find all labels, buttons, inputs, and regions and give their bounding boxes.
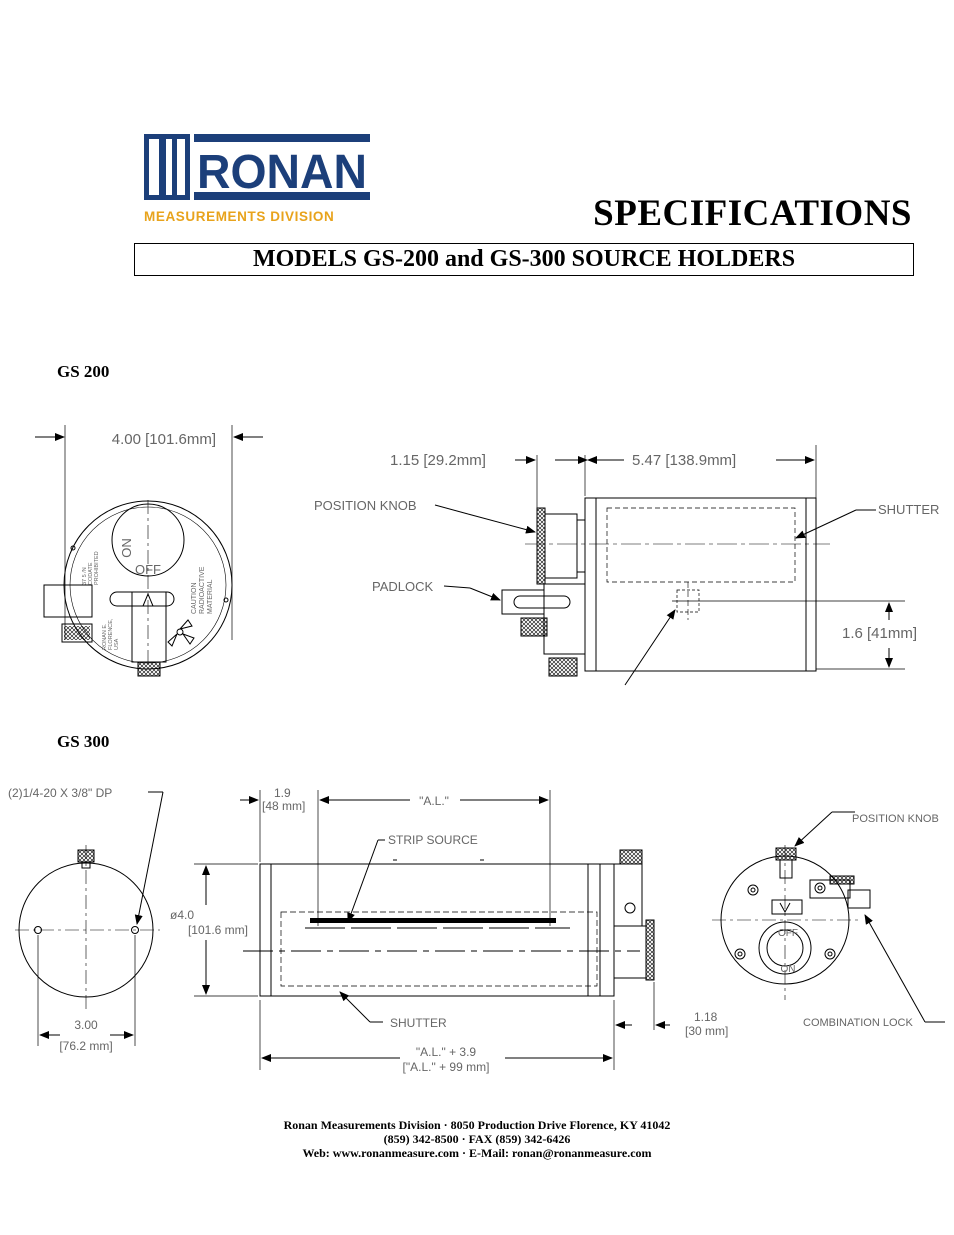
plate-line-1: RONAN E. xyxy=(102,623,108,650)
gs300-tap-note: (2)1/4-20 X 3/8" DP xyxy=(8,786,113,800)
footer-phone: (859) 342-8500 · FAX (859) 342-6426 xyxy=(383,1132,571,1146)
gs300-knob-dimension-mm: [48 mm] xyxy=(262,799,306,813)
gs200-front-view xyxy=(35,425,263,676)
gs300-right-dimension: 1.18 xyxy=(694,1010,718,1024)
footer-address: Ronan Measurements Division · 8050 Production Drive Florence, KY 41042 xyxy=(283,1118,671,1132)
gs200-front-labels xyxy=(82,431,216,650)
gs200-side-labels xyxy=(314,452,939,642)
tag-line-3: PROHIBITED xyxy=(94,551,100,585)
logo-wordmark: RONAN xyxy=(197,146,367,199)
gs300-knob-end-view xyxy=(712,812,945,1022)
gs300-bolt-dimension-mm: [76.2 mm] xyxy=(59,1039,113,1053)
gs300-al-label: "A.L." xyxy=(419,794,449,808)
gs300-diameter-dimension-mm: [101.6 mm] xyxy=(187,923,248,937)
gs200-on-text: ON xyxy=(119,538,134,558)
gs300-knob-end-labels xyxy=(778,813,939,1029)
gs300-diameter-dimension: ø4.0 xyxy=(169,908,194,922)
gs300-position-knob-label: POSITION KNOB xyxy=(852,813,939,825)
gs200-height-dimension: 1.6 [41mm] xyxy=(842,625,918,642)
gs300-end-view xyxy=(15,792,163,1046)
plate-line-2: FLORENCE, xyxy=(108,618,114,650)
gs200-off-text: OFF xyxy=(135,562,161,577)
gs300-off-text: OFF xyxy=(778,928,798,939)
gs200-label: GS 200 xyxy=(57,362,110,381)
page-title: SPECIFICATIONS xyxy=(593,193,912,234)
gs300-knob-dimension: 1.9 xyxy=(274,786,291,800)
gs200-padlock-label: PADLOCK xyxy=(372,579,434,594)
tag-line-1: 37 5 /N xyxy=(82,567,88,585)
caution-line-2: RADIOACTIVE xyxy=(199,566,206,614)
gs300-right-dimension-mm: [30 mm] xyxy=(685,1024,729,1038)
plate-line-3: USA xyxy=(114,638,120,650)
gs200-knob-dimension: 1.15 [29.2mm] xyxy=(390,452,486,469)
gs200-shutter-label: SHUTTER xyxy=(878,502,940,517)
gs300-overall-dimension: "A.L." + 3.9 xyxy=(415,1045,477,1059)
gs200-width-dimension: 4.00 [101.6mm] xyxy=(111,431,216,448)
gs300-bolt-dimension: 3.00 xyxy=(74,1018,98,1032)
gs300-side-labels xyxy=(170,786,728,1074)
gs300-overall-dimension-mm: ["A.L." + 99 mm] xyxy=(402,1060,490,1074)
gs300-strip-source-label: STRIP SOURCE xyxy=(388,833,478,847)
gs300-shutter-label: SHUTTER xyxy=(390,1016,447,1030)
footer xyxy=(0,1118,954,1160)
gs200-length-dimension: 5.47 [138.9mm] xyxy=(632,452,737,469)
tag-line-2: CODATE xyxy=(88,562,94,585)
gs300-end-labels xyxy=(8,786,113,1053)
caution-line-1: CAUTION xyxy=(191,582,198,614)
caution-line-3: MATERIAL xyxy=(207,579,214,614)
model-title: MODELS GS-200 and GS-300 SOURCE HOLDERS xyxy=(252,246,796,272)
gs200-position-knob-label: POSITION KNOB xyxy=(314,498,417,513)
gs200-side-view xyxy=(435,445,905,685)
gs300-label: GS 300 xyxy=(57,732,110,751)
gs300-combination-lock-label: COMBINATION LOCK xyxy=(803,1017,913,1029)
gs300-on-text: ON xyxy=(780,964,796,975)
footer-web: Web: www.ronanmeasure.com · E-Mail: ronan@ronanmeasure.com xyxy=(302,1146,652,1160)
logo-division: MEASUREMENTS DIVISION xyxy=(144,209,335,224)
